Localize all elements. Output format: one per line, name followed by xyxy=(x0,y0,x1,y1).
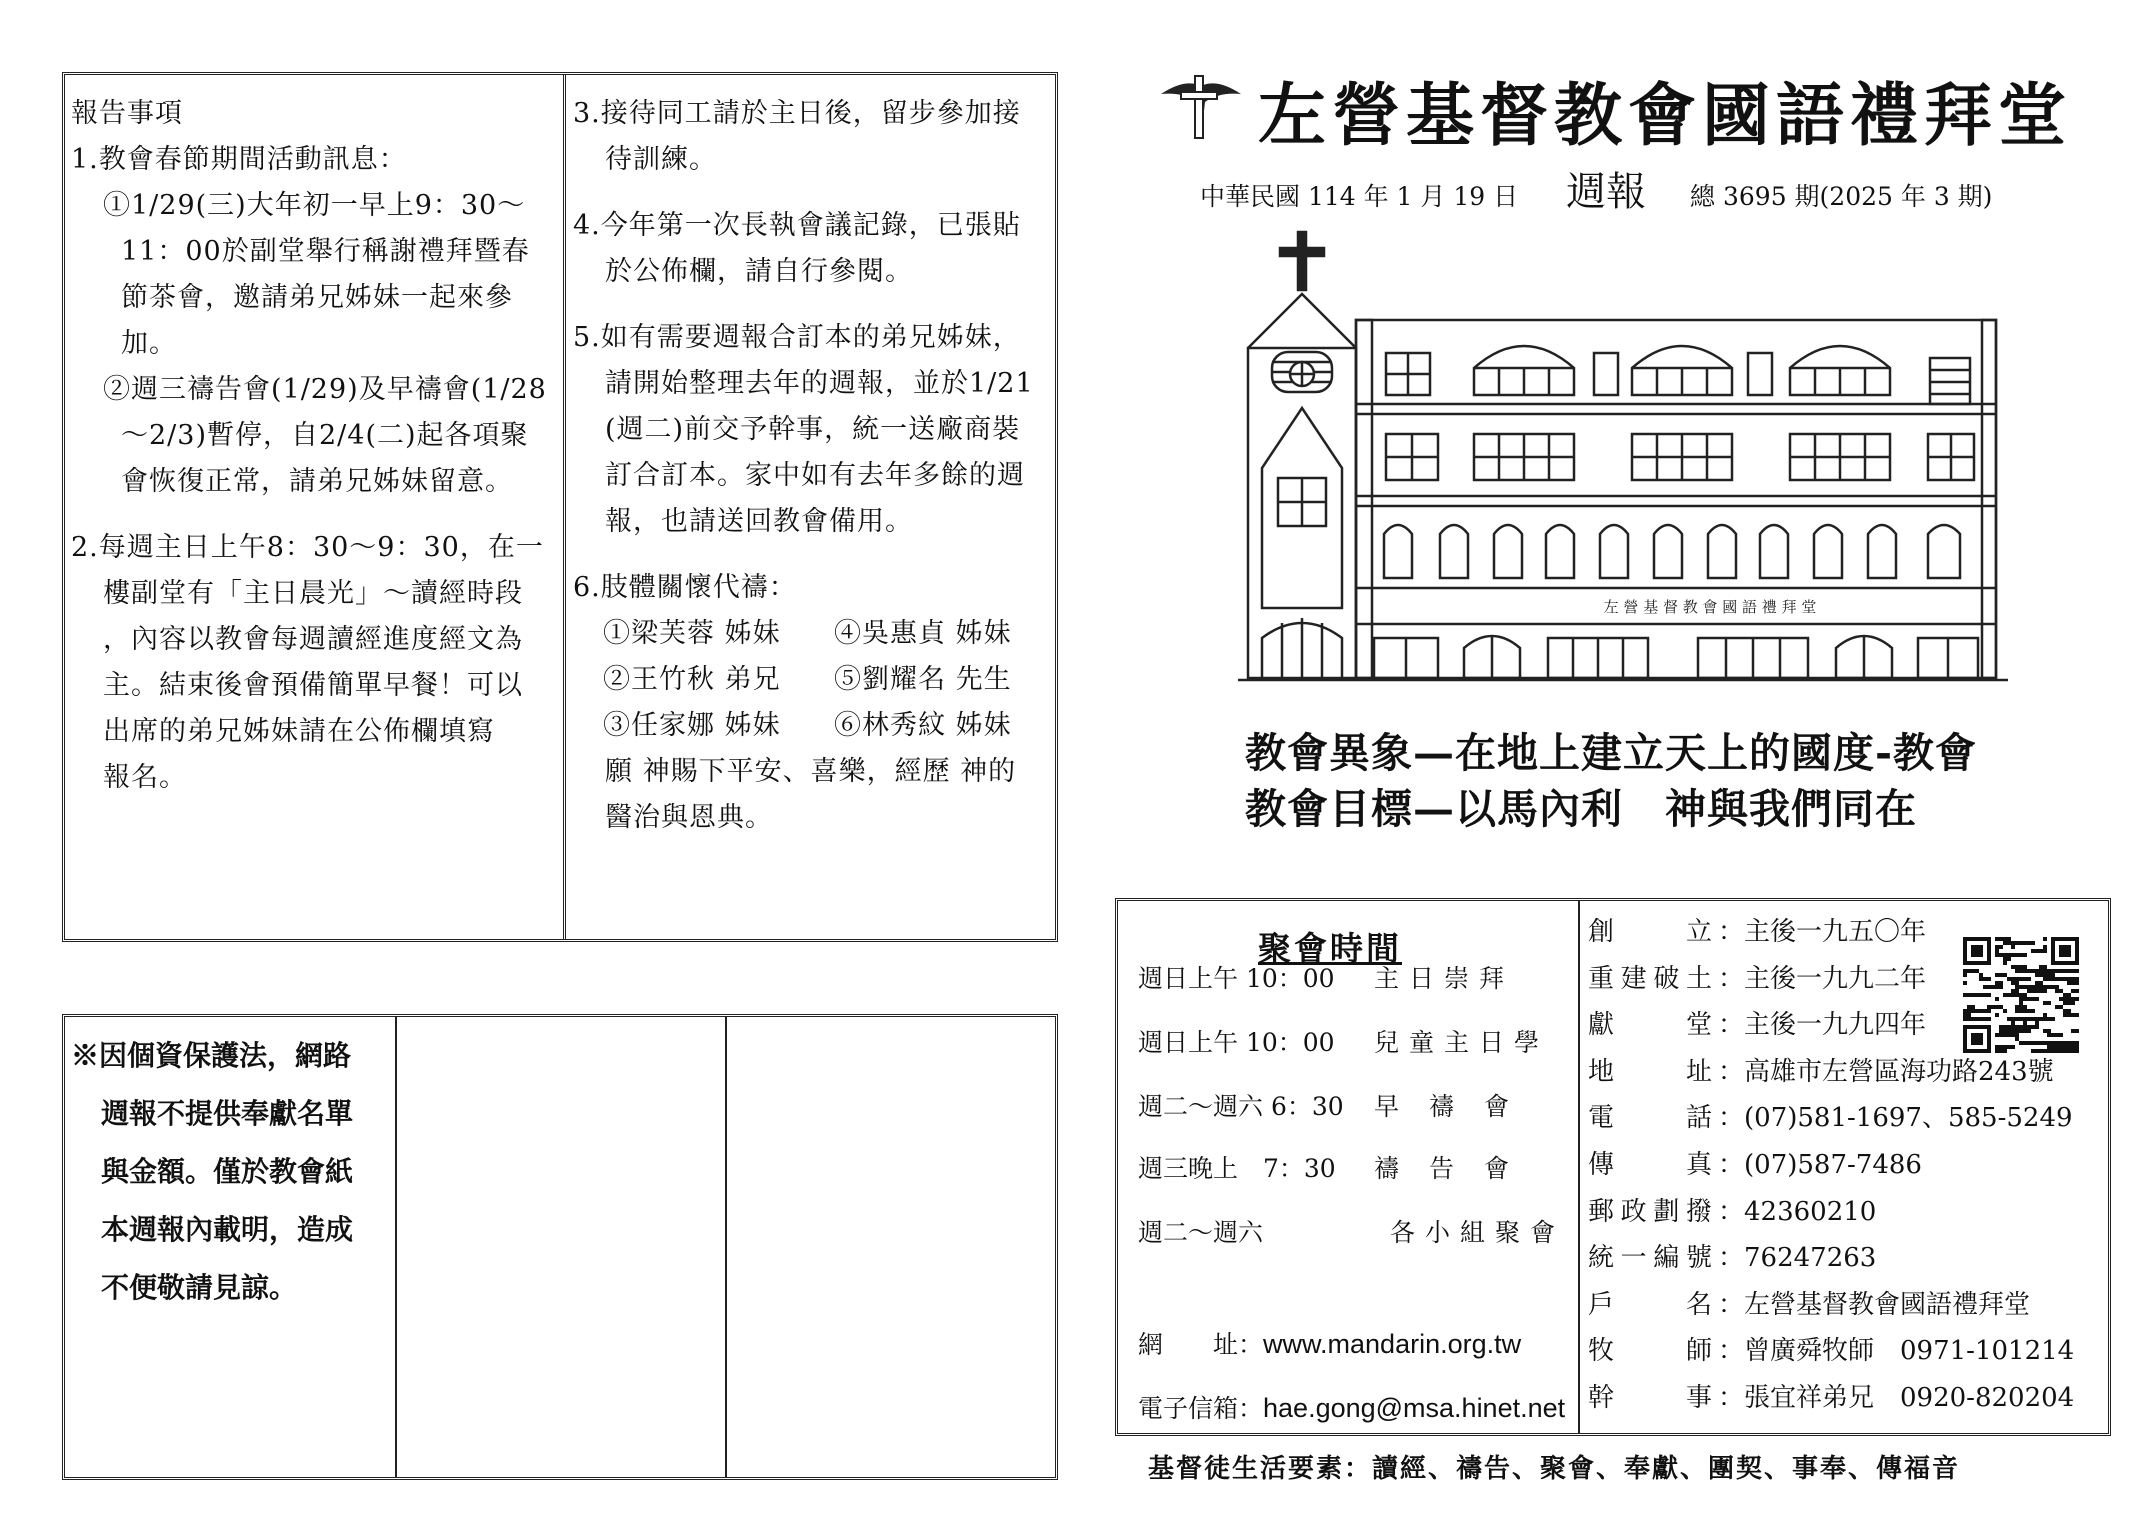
bulletin-dateline xyxy=(1200,160,2060,217)
prayer-name: ⑥林秀紋 姊妹 xyxy=(834,710,1012,741)
announcements-right-column xyxy=(573,91,1057,841)
info-key: 重建破土 xyxy=(1588,963,1712,994)
info-value: 左營基督教會國語禮拜堂 xyxy=(1744,1289,2031,1320)
church-vision xyxy=(1245,725,1977,837)
prayer-list xyxy=(573,611,1057,749)
church-info-row xyxy=(1588,1237,1876,1274)
prayer-closing: 醫治與恩典。 xyxy=(605,802,773,833)
vision-line: 教會異象—在地上建立天上的國度-教會 xyxy=(1245,729,1978,777)
info-colon: ： xyxy=(1718,1383,1745,1413)
prayer-name: ①梁芙蓉 姊妹 xyxy=(603,618,781,649)
announcement-line: 待訓練。 xyxy=(605,144,717,175)
announcement-line: 主。結束後會預備簡單早餐！可以 xyxy=(103,670,523,701)
info-colon: ： xyxy=(1718,1336,1745,1367)
prayer-name: ⑤劉耀名 先生 xyxy=(834,664,1012,695)
announcement-line: 樓副堂有「主日晨光」～讀經時段 xyxy=(103,578,523,609)
announcement-line: ②週三禱告會(1/29)及早禱會(1/28 xyxy=(103,374,547,405)
email-link[interactable]: hae.gong@msa.hinet.net xyxy=(1263,1393,1566,1423)
church-info-row xyxy=(1588,958,1926,995)
info-colon: ： xyxy=(1718,963,1745,994)
info-value: 主後一九五〇年 xyxy=(1744,917,1927,947)
church-name-title: 左營基督教會國語禮拜堂 xyxy=(1258,76,2073,156)
offering-table xyxy=(62,1014,1058,1480)
meeting-name: 禱告會 xyxy=(1374,1154,1540,1183)
announcements-box xyxy=(62,72,1058,942)
announcement-line: 訂合訂本。家中如有去年多餘的週 xyxy=(605,460,1025,491)
info-key: 電話 xyxy=(1588,1103,1712,1134)
announcements-left-column xyxy=(71,91,559,801)
info-colon: ： xyxy=(1718,917,1745,947)
announcement-line: 報，也請送回教會備用。 xyxy=(605,506,913,537)
info-value: 高雄市左營區海功路243號 xyxy=(1744,1056,2054,1087)
info-value: 張宜祥弟兄 0920-820204 xyxy=(1744,1383,2075,1413)
info-colon: ： xyxy=(1718,1289,1745,1320)
meeting-info-box xyxy=(1115,898,2111,1436)
goal-line: 教會目標—以馬內利 神與我們同在 xyxy=(1245,785,1917,833)
info-key: 創立 xyxy=(1588,917,1712,947)
building-sign: 左 營 基 督 教 會 國 語 禮 拜 堂 xyxy=(1603,598,1817,616)
announcement-line: 報名。 xyxy=(103,762,187,793)
announcement-line: 加。 xyxy=(121,328,177,359)
announcement-line: 節茶會，邀請弟兄姊妹一起來參 xyxy=(121,282,513,313)
bulletin-date: 中華民國 114 年 1 月 19 日 xyxy=(1200,182,1519,211)
announcement-line: 6.肢體關懷代禱： xyxy=(573,572,797,603)
church-info-row xyxy=(1588,1284,2030,1321)
info-colon: ： xyxy=(1718,1150,1745,1180)
info-value: 42360210 xyxy=(1744,1196,1877,1227)
announcement-line: 4.今年第一次長執會議記錄，已張貼 xyxy=(573,210,1021,241)
info-value: 主後一九九四年 xyxy=(1744,1010,1927,1041)
paragraph-gap xyxy=(573,545,1057,565)
info-key: 地址 xyxy=(1588,1056,1712,1087)
church-info-row xyxy=(1588,1051,2054,1088)
meeting-time: 週三晚上 7：30 xyxy=(1138,1154,1336,1183)
announcement-line: 請開始整理去年的週報，並於1/21 xyxy=(605,368,1034,399)
prayer-name: ④吳惠貞 姊妹 xyxy=(834,618,1012,649)
info-colon: ： xyxy=(1718,1243,1745,1274)
website-link[interactable]: www.mandarin.org.tw xyxy=(1263,1329,1522,1359)
church-info-row xyxy=(1588,1330,2074,1367)
church-info-row xyxy=(1588,1377,2074,1414)
church-logo-icon xyxy=(1155,72,1247,142)
announcement-line: 5.如有需要週報合訂本的弟兄姊妹， xyxy=(573,322,1021,353)
info-value: (07)581-1697、585-5249 xyxy=(1744,1103,2073,1134)
info-key: 統一編號 xyxy=(1588,1243,1712,1274)
privacy-notice xyxy=(71,1027,391,1317)
prayer-closing: 願 神賜下平安、喜樂，經歷 神的 xyxy=(605,756,1017,787)
announcement-line: (週二)前交予幹事，統一送廠商裝 xyxy=(605,414,1021,445)
meeting-times-title: 聚會時間 xyxy=(1258,929,1402,968)
meeting-row xyxy=(1138,1023,1549,1059)
info-value: 曾廣舜牧師 0971-101214 xyxy=(1744,1336,2075,1367)
info-key: 獻堂 xyxy=(1588,1010,1712,1041)
meeting-row xyxy=(1138,1213,1565,1249)
announcements-heading: 報告事項 xyxy=(71,98,183,129)
info-colon: ： xyxy=(1718,1196,1745,1227)
table-divider xyxy=(725,1017,727,1477)
info-value: 主後一九九二年 xyxy=(1744,963,1927,994)
privacy-notice-line: 本週報內載明，造成 xyxy=(101,1213,354,1246)
church-info-row xyxy=(1588,911,1926,948)
announcement-line: ～2/3)暫停，自2/4(二)起各項聚 xyxy=(121,420,529,451)
paragraph-gap xyxy=(71,505,559,525)
paragraph-gap xyxy=(573,295,1057,315)
table-divider xyxy=(395,1017,397,1477)
announcement-line: 出席的弟兄姊妹請在公佈欄填寫 xyxy=(103,716,495,747)
info-value: 76247263 xyxy=(1744,1243,1877,1274)
info-colon: ： xyxy=(1718,1010,1745,1041)
church-building-illustration xyxy=(1238,228,2008,690)
info-key: 傳真 xyxy=(1588,1150,1712,1180)
info-key: 郵政劃撥 xyxy=(1588,1196,1712,1227)
meeting-time: 週二～週六 xyxy=(1138,1218,1264,1247)
meeting-row xyxy=(1138,1149,1539,1185)
privacy-notice-line: ※因個資保護法，網路 xyxy=(71,1039,352,1072)
column-divider xyxy=(563,75,566,939)
info-value: (07)587-7486 xyxy=(1744,1150,1922,1180)
announcement-line: ①1/29(三)大年初一早上9：30～ xyxy=(103,190,526,221)
announcement-line: 11：00於副堂舉行稱謝禮拜暨春 xyxy=(121,236,530,267)
paragraph-gap xyxy=(573,183,1057,203)
privacy-notice-line: 週報不提供奉獻名單 xyxy=(101,1097,354,1130)
meeting-name: 各小組聚會 xyxy=(1390,1218,1566,1247)
privacy-notice-line: 與金額。僅於教會紙 xyxy=(101,1155,354,1188)
announcement-line: ，內容以教會每週讀經進度經文為 xyxy=(103,624,523,655)
meeting-row xyxy=(1138,959,1514,995)
info-key: 戶名 xyxy=(1588,1289,1712,1320)
info-colon: ： xyxy=(1718,1056,1745,1087)
meeting-name: 早禱會 xyxy=(1374,1092,1540,1121)
announcement-line: 於公佈欄，請自行參閱。 xyxy=(605,256,913,287)
email-label: 電子信箱： xyxy=(1138,1394,1264,1423)
meeting-row xyxy=(1138,1087,1539,1123)
meeting-time: 週日上午 10：00 xyxy=(1138,1028,1335,1057)
meeting-name: 兒童主日學 xyxy=(1374,1028,1550,1057)
prayer-name: ②王竹秋 弟兄 xyxy=(603,664,781,695)
info-colon: ： xyxy=(1718,1103,1745,1134)
meeting-name: 主日崇拜 xyxy=(1374,964,1515,993)
church-info-row xyxy=(1588,1097,2073,1134)
christian-life-essentials: 基督徒生活要素：讀經、禱告、聚會、奉獻、團契、事奉、傳福音 xyxy=(1148,1454,1961,1484)
meeting-time: 週二～週六 6：30 xyxy=(1138,1092,1344,1121)
email-row xyxy=(1138,1389,1565,1425)
qr-code[interactable] xyxy=(1963,937,2079,1053)
announcement-line: 2.每週主日上午8：30～9：30，在一 xyxy=(71,532,544,563)
website-label: 網 址： xyxy=(1138,1330,1264,1359)
privacy-notice-line: 不便敬請見諒。 xyxy=(101,1271,298,1304)
meeting-time: 週日上午 10：00 xyxy=(1138,964,1335,993)
announcement-line: 會恢復正常，請弟兄姊妹留意。 xyxy=(121,466,513,497)
bulletin-label: 週報 xyxy=(1566,169,1647,215)
church-info-row xyxy=(1588,1191,1876,1228)
info-key: 幹事 xyxy=(1588,1383,1712,1413)
info-key: 牧師 xyxy=(1588,1336,1712,1367)
church-info-row xyxy=(1588,1144,1922,1181)
church-info-row xyxy=(1588,1004,1926,1041)
announcement-line: 1.教會春節期間活動訊息： xyxy=(71,144,407,175)
announcement-line: 3.接待同工請於主日後，留步參加接 xyxy=(573,98,1021,129)
info-divider xyxy=(1578,901,1580,1433)
prayer-name: ③任家娜 姊妹 xyxy=(603,710,781,741)
bulletin-issue: 總 3695 期(2025 年 3 期) xyxy=(1690,182,1993,211)
website-row xyxy=(1138,1325,1521,1361)
